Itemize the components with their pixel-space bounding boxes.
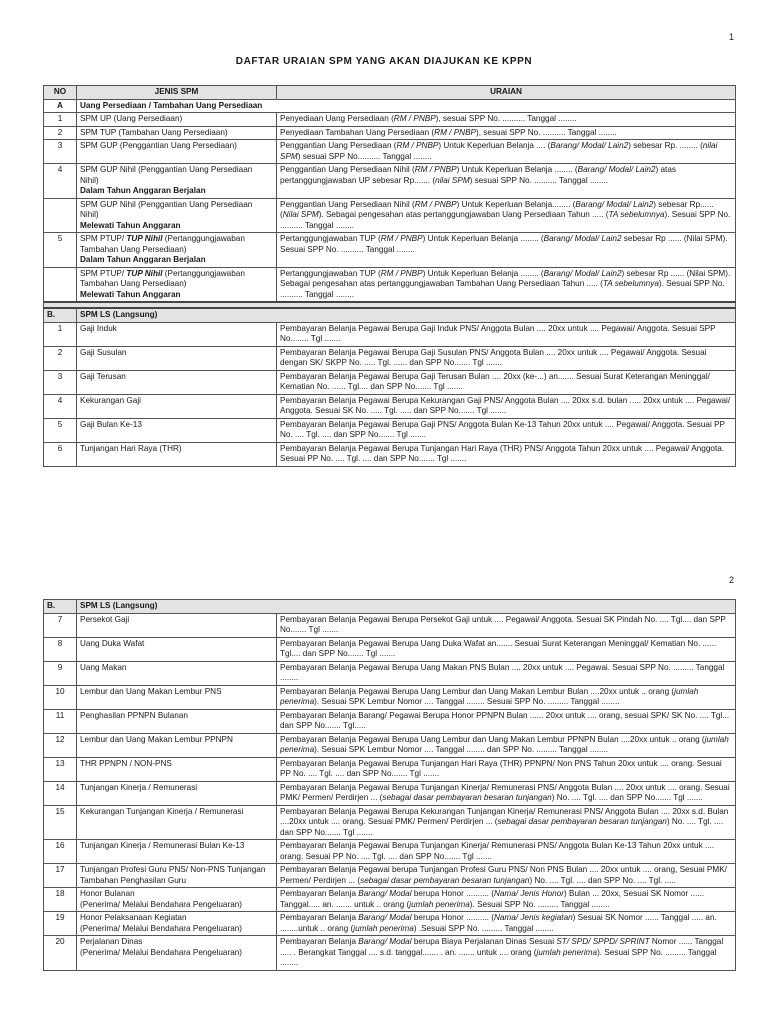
text-run: RM / PNBP: [396, 141, 439, 150]
row-uraian: [277, 840, 736, 864]
text-run: jumlah penerima: [280, 734, 729, 754]
table-row: [44, 757, 736, 781]
text-run: Barang/ Modal/ Lain2: [575, 199, 654, 209]
row-jenis-spm: [77, 370, 277, 394]
text-run: Pembayaran Belanja Pegawai Berupa Persekot Gaji untuk .... Pegawai/ Anggota. Sesuai SK Pindah No. .... Tgl.... dan SPP No....... Tgl .......: [280, 614, 726, 634]
section-row: [44, 600, 736, 614]
row-jenis-spm: [77, 661, 277, 685]
text-run: RM / PNBP: [414, 165, 457, 174]
row-uraian: [277, 733, 736, 757]
row-jenis-spm: [77, 126, 277, 140]
text-run: Pembayaran Belanja Pegawai Berupa Kekurangan Tunjangan Kinerja/ Remunerasi PNS/ Anggota Bulan .... 20xx s.d. Bulan ....20xx untuk .... orang. Sesuai PMK/ Permen/ Perdirjen ... (: [280, 806, 729, 826]
jenis-label: Perjalanan Dinas: [80, 937, 143, 946]
text-run: TA sebelumnya: [602, 279, 659, 288]
row-no: 19: [44, 912, 77, 936]
text-run: sebagai dasar pembayaran besaran tunjangan: [360, 875, 530, 885]
text-run: Pembayaran Belanja Pegawai Berupa Tunjangan Hari Raya (THR) PNS/ Anggota Tahun 20xx untuk .... Pegawai/ Anggota. Sesuai PP No. .... Tgl. .... dan SPP No....... Tgl .......: [280, 443, 725, 463]
text-run: SPM PTUP/: [80, 234, 127, 243]
table-row: [44, 164, 736, 199]
row-no: 17: [44, 864, 77, 888]
row-jenis-spm: [77, 140, 277, 164]
row-jenis-spm: [77, 936, 277, 971]
row-no: 3: [44, 140, 77, 164]
table-row: [44, 346, 736, 370]
row-jenis-spm: [77, 757, 277, 781]
text-run: Penyediaan Tambahan Uang Persediaan (: [280, 127, 435, 137]
jenis-label: SPM GUP Nihil (Penggantian Uang Persediaan Nihil): [80, 199, 253, 219]
text-run: TA sebelumnya: [608, 210, 665, 219]
text-run: Pembayaran Belanja: [280, 889, 359, 898]
row-no: 14: [44, 781, 77, 805]
row-jenis-spm: [77, 442, 277, 466]
text-run: ) sebesar Rp...... (: [280, 199, 714, 219]
table-row: [44, 198, 736, 233]
text-run: Pembayaran Belanja Pegawai Berupa Uang Lembur dan Uang Makan Lembur Bulan ....20xx untuk .. orang (: [280, 686, 675, 696]
text-run: Pembayaran Belanja Pegawai Berupa Gaji Susulan PNS/ Anggota Bulan .... 20xx untuk .... Pegawai/ Anggota. Sesuai dengan SK/ SKPP No. ..... Tgl. ...... dan SPP No....... Tgl .......: [280, 347, 707, 367]
row-jenis-spm: [77, 394, 277, 418]
row-no: 5: [44, 233, 77, 268]
text-run: ). Sesuai SPK Lembur Nomor .... Tanggal ........ Sesuai SPP No. ......... Tanggal ........: [314, 697, 620, 706]
table-row: [44, 370, 736, 394]
table-row: [44, 233, 736, 268]
page-number-2: 2: [729, 575, 735, 585]
text-run: Pembayaran Belanja Pegawai Berupa Uang Makan PNS Bulan .... 20xx untuk .... Pegawai. Sesuai SPP No. ......... Tanggal ........: [280, 662, 725, 682]
spm-table-page-2: [43, 599, 736, 971]
row-uraian: [277, 685, 736, 709]
text-run: RM / PNBP: [414, 199, 457, 209]
section-no: A: [44, 99, 77, 113]
table-row: [44, 267, 736, 302]
row-jenis-spm: [77, 346, 277, 370]
row-uraian: [277, 370, 736, 394]
row-no: 1: [44, 322, 77, 346]
jenis-label: Gaji Induk: [80, 323, 117, 333]
text-run: sebagai dasar pembayaran besaran tunjangan: [497, 817, 667, 826]
row-jenis-spm: [77, 613, 277, 637]
table-row: [44, 637, 736, 661]
text-run: ) .Sesuai SPP No. ......... Tanggal ........: [413, 923, 554, 933]
row-jenis-spm: [77, 113, 277, 127]
section-no: B.: [44, 308, 77, 322]
jenis-label: SPM GUP (Penggantian Uang Persediaan): [80, 141, 237, 150]
row-uraian: [277, 164, 736, 199]
row-uraian: [277, 888, 736, 912]
text-run: SPM PTUP/: [80, 268, 127, 278]
text-run: Barang/ Modal/ Lain2: [543, 234, 622, 243]
jenis-label: SPM GUP Nihil (Penggantian Uang Persediaan Nihil): [80, 165, 253, 185]
table-row: [44, 781, 736, 805]
text-run: Penggantian Uang Persediaan Nihil (: [280, 199, 415, 209]
row-uraian: [277, 394, 736, 418]
text-run: ). Sesuai SPK Lembur Nomor .... Tanggal ........ dan SPP No. ......... Tanggal ........: [314, 745, 609, 754]
text-run: Pembayaran Belanja Pegawai Berupa Tunjangan Hari Raya (THR) PPNPN/ Non PNS Tahun 20xx untuk .... orang. Sesuai PP No. .... Tgl. .... dan SPP No....... Tgl .......: [280, 758, 722, 778]
row-uraian: [277, 418, 736, 442]
row-jenis-spm: [77, 805, 277, 840]
table-row: [44, 418, 736, 442]
text-run: Pembayaran Belanja Pegawai Berupa Gaji PNS/ Anggota Bulan Ke-13 Tahun 20xx untuk .... Pegawai/ Anggota. Sesuai PP No. .... Tgl. .... dan SPP No....... Tgl .......: [280, 419, 725, 439]
table-row: [44, 709, 736, 733]
jenis-label: Tunjangan Kinerja / Remunerasi Bulan Ke-13: [80, 841, 245, 850]
row-no: 10: [44, 685, 77, 709]
table-row: [44, 864, 736, 888]
row-uraian: [277, 781, 736, 805]
row-uraian: [277, 805, 736, 840]
jenis-label: Tunjangan Kinerja / Remunerasi: [80, 782, 198, 792]
section-row: [44, 99, 736, 113]
row-no: 7: [44, 613, 77, 637]
row-jenis-spm: [77, 322, 277, 346]
text-run: (Pertanggungjawaban Tambahan Uang Persediaan): [80, 234, 245, 254]
jenis-label: Gaji Terusan: [80, 371, 126, 381]
jenis-note: Melewati Tahun Anggaran: [80, 289, 181, 299]
text-run: ) Untuk Keperluan Belanja ........ (: [422, 268, 544, 278]
table-row: [44, 394, 736, 418]
row-uraian: [277, 709, 736, 733]
row-uraian: [277, 442, 736, 466]
row-uraian: [277, 322, 736, 346]
row-uraian: [277, 346, 736, 370]
text-run: jumlah penerima: [353, 923, 414, 933]
text-run: RM / PNBP: [434, 127, 477, 137]
text-run: Pembayaran Belanja Pegawai Berupa Tunjangan Kinerja/ Remunerasi PNS/ Anggota Bulan .... 20xx untuk .... orang. Sesuai PMK/ Permen/ Perdirjen ... (: [280, 782, 730, 802]
table-row: [44, 685, 736, 709]
table-row: [44, 322, 736, 346]
table-row: [44, 840, 736, 864]
table-row: [44, 912, 736, 936]
row-uraian: [277, 757, 736, 781]
text-run: Nomor ...... Tanggal ..... . Berangkat Tanggal .... s.d. tanggal....... . an. ....... untuk .... orang (: [280, 937, 724, 957]
text-run: ) sebesar Rp. ........ (: [628, 141, 703, 150]
document-title: DAFTAR URAIAN SPM YANG AKAN DIAJUKAN KE KPPN: [235, 56, 533, 67]
row-no: 4: [44, 394, 77, 418]
table-row: [44, 936, 736, 971]
row-no: 18: [44, 888, 77, 912]
text-run: ) sesuai SPP No.......... Tanggal ........: [297, 151, 432, 161]
row-no: 9: [44, 661, 77, 685]
row-jenis-spm: [77, 164, 277, 199]
text-run: ) atas pertanggungjawaban UP sebesar Rp....... (: [280, 165, 676, 185]
row-jenis-spm: [77, 840, 277, 864]
text-run: Nama/ Jenis kegiatan: [493, 913, 573, 922]
text-run: Barang/ Modal: [358, 889, 412, 898]
row-uraian: [277, 936, 736, 971]
text-run: Pembayaran Belanja Barang/ Pegawai Berupa Honor PPNPN Bulan ...... 20xx untuk .... orang, sesuai SPK/ SK No. .... Tgl... dan SPP No....... Tgl.....: [280, 710, 730, 730]
header-jenis-spm: JENIS SPM: [77, 86, 277, 100]
text-run: berupa Biaya Perjalanan Dinas Sesuai: [411, 937, 557, 946]
row-no: 8: [44, 637, 77, 661]
text-run: ). Sebagai pengesahan atas pertanggungjawaban Uang Persediaan Tahun ..... (: [318, 210, 609, 219]
row-no: [44, 198, 77, 233]
text-run: ) No. .... Tgl. .... dan SPP No....... Tgl .......: [280, 817, 724, 837]
text-run: sebesar Rp ...... (Nilai SPM). Sesuai SPP No. .......... Tanggal ........: [280, 234, 728, 254]
row-jenis-spm: [77, 733, 277, 757]
table-row: [44, 805, 736, 840]
table-row: [44, 126, 736, 140]
text-run: ) Untuk Keperluan Belanja .... (: [438, 141, 551, 150]
text-run: ). Sesuai SPP No. .......... Tanggal ........: [280, 210, 731, 230]
text-run: berupa Honor .......... (: [411, 913, 494, 922]
text-run: Penyediaan Uang Persediaan (: [280, 114, 394, 123]
row-no: 16: [44, 840, 77, 864]
text-run: sebagai dasar pembayaran besaran tunjangan: [382, 793, 552, 802]
row-uraian: [277, 661, 736, 685]
row-no: 2: [44, 346, 77, 370]
jenis-sub-label: (Penerima/ Melalui Bendahara Pengeluaran): [80, 899, 243, 909]
row-uraian: [277, 267, 736, 302]
text-run: jumlah penerima: [409, 899, 470, 909]
jenis-label: Uang Makan: [80, 662, 127, 672]
text-run: RM / PNBP: [380, 234, 423, 243]
text-run: jumlah penerima: [536, 947, 598, 957]
row-uraian: [277, 140, 736, 164]
jenis-label: Honor Bulanan: [80, 889, 135, 898]
jenis-sub-label: (Penerima/ Melalui Bendahara Pengeluaran): [80, 923, 243, 933]
text-run: Penggantian Uang Persediaan Nihil (: [280, 165, 415, 174]
row-uraian: [277, 864, 736, 888]
text-run: ). Sesuai SPP No. ......... Tanggal ........: [280, 947, 717, 967]
text-run: Pembayaran Belanja Pegawai Berupa Kekurangan Gaji PNS/ Anggota Bulan .... 20xx s.d. bulan ..... 20xx untuk .... Pegawai/ Anggota. Sesuai SK No. ..... Tgl. ..... dan SPP No....... Tgl .......: [280, 395, 731, 415]
text-run: Penggantian Uang Persediaan (: [280, 141, 397, 150]
text-run: berupa Honor .......... (: [411, 889, 494, 898]
section-title: SPM LS (Langsung): [77, 600, 736, 614]
row-no: 15: [44, 805, 77, 840]
text-run: Barang/ Modal: [358, 937, 412, 946]
row-uraian: [277, 613, 736, 637]
row-no: 6: [44, 442, 77, 466]
jenis-label: Penghasilan PPNPN Bulanan: [80, 710, 188, 720]
row-no: [44, 267, 77, 302]
jenis-label: Kekurangan Tunjangan Kinerja / Remunerasi: [80, 806, 244, 816]
header-no: NO: [44, 86, 77, 100]
row-jenis-spm: [77, 888, 277, 912]
text-run: ) sesuai SPP No. .......... Tanggal ........: [469, 175, 609, 185]
row-no: 12: [44, 733, 77, 757]
text-run: TUP Nihil: [126, 234, 163, 243]
jenis-label: Uang Duka Wafat: [80, 638, 145, 648]
spm-table-page-1: [43, 85, 736, 467]
text-run: jumlah penerima: [280, 686, 699, 706]
text-run: ) sebesar Rp ...... (Nilai SPM). Sebagai pengesahan atas pertanggungjawaban Tambahan Uang Persediaan Tahun ..... (: [280, 268, 731, 288]
table-row: [44, 733, 736, 757]
jenis-sub-label: (Penerima/ Melalui Bendahara Pengeluaran): [80, 947, 243, 957]
jenis-label: Kekurangan Gaji: [80, 395, 141, 405]
row-uraian: [277, 113, 736, 127]
text-run: RM / PNBP: [393, 114, 436, 123]
text-run: Pembayaran Belanja: [280, 937, 359, 946]
text-run: (Pertanggungjawaban Tambahan Uang Persediaan): [80, 268, 245, 288]
jenis-note: Dalam Tahun Anggaran Berjalan: [80, 255, 206, 264]
row-jenis-spm: [77, 709, 277, 733]
text-run: Barang/ Modal: [358, 913, 412, 922]
text-run: ) Untuk Keperluan Belanja ........ (: [422, 234, 544, 243]
text-run: ST/ SPD/ SPPD/ SPRINT: [556, 937, 650, 946]
text-run: ) Untuk Keperluan Belanja........ (: [456, 199, 576, 209]
row-jenis-spm: [77, 418, 277, 442]
row-jenis-spm: [77, 233, 277, 268]
row-no: 20: [44, 936, 77, 971]
text-run: nilai SPM: [435, 175, 470, 185]
row-uraian: [277, 198, 736, 233]
table-row: [44, 442, 736, 466]
text-run: Pembayaran Belanja Pegawai Berupa Uang Duka Wafat an....... Sesuai Surat Keterangan Meninggal/ Kematian No. ...... Tgl.... dan SPP No....... Tgl .......: [280, 638, 717, 658]
text-run: TUP Nihil: [126, 268, 163, 278]
row-uraian: [277, 637, 736, 661]
jenis-label: Lembur dan Uang Makan Lembur PNS: [80, 686, 222, 696]
text-run: ) No. .... Tgl. .... dan SPP No. .... Tgl. .....: [529, 875, 676, 885]
table-row: [44, 888, 736, 912]
row-no: 2: [44, 126, 77, 140]
jenis-note: Melewati Tahun Anggaran: [80, 220, 181, 230]
row-jenis-spm: [77, 864, 277, 888]
text-run: Pembayaran Belanja Pegawai Berupa Tunjangan Kinerja/ Remunerasi PNS/ Anggota Bulan Ke-13 Tahun 20xx untuk .... orang. Sesuai PP No. .... Tgl. .... dan SPP No....... Tgl .......: [280, 841, 715, 861]
text-run: Barang/ Modal/ Lain2: [543, 268, 622, 278]
row-jenis-spm: [77, 198, 277, 233]
jenis-note: Dalam Tahun Anggaran Berjalan: [80, 186, 206, 195]
row-jenis-spm: [77, 637, 277, 661]
text-run: nilai SPM: [280, 141, 718, 161]
row-jenis-spm: [77, 267, 277, 302]
text-run: ). Sesuai SPP No. .......... Tanggal ........: [280, 279, 725, 299]
text-run: Pembayaran Belanja Pegawai Berupa Gaji Induk PNS/ Anggota Bulan .... 20xx untuk .... Pegawai/ Anggota. Sesuai SPP No........ Tgl .......: [280, 323, 716, 343]
jenis-label: Honor Pelaksanaan Kegiatan: [80, 913, 187, 922]
text-run: Pembayaran Belanja Pegawai Berupa Gaji Terusan Bulan .... 20xx (ke-...) an....... Sesuai Surat Keterangan Meninggal/ Kematian No. ...... Tgl.... dan SPP No....... Tgl .......: [280, 371, 710, 391]
section-row: [44, 308, 736, 322]
section-no: B.: [44, 600, 77, 614]
table-row: [44, 140, 736, 164]
row-uraian: [277, 126, 736, 140]
row-no: 3: [44, 370, 77, 394]
text-run: ), sesuai SPP No. .......... Tanggal ........: [435, 114, 577, 123]
text-run: Barang/ Modal/ Lain2: [577, 165, 656, 174]
jenis-label: SPM UP (Uang Persediaan): [80, 114, 183, 123]
text-run: Pembayaran Belanja: [280, 913, 359, 922]
table-header-row: [44, 86, 736, 100]
jenis-label: Tunjangan Hari Raya (THR): [80, 443, 182, 453]
section-title: Uang Persediaan / Tambahan Uang Persediaan: [77, 99, 736, 113]
page-number-1: 1: [729, 32, 735, 42]
row-jenis-spm: [77, 685, 277, 709]
jenis-label: Persekot Gaji: [80, 614, 130, 624]
text-run: Nama/ Jenis Honor: [493, 889, 565, 898]
jenis-label: Gaji Susulan: [80, 347, 127, 357]
table-row: [44, 113, 736, 127]
jenis-label: THR PPNPN / NON-PNS: [80, 758, 172, 768]
text-run: ) Bulan ... 20xx, Sesuai SK Nomor ...... Tanggal..... an. ....... untuk .. orang (: [280, 889, 705, 909]
text-run: Barang/ Modal/ Lain2: [550, 141, 629, 150]
text-run: Nilai SPM: [282, 210, 319, 219]
text-run: ). Sesuai SPP No. ......... Tanggal ........: [469, 899, 610, 909]
text-run: RM / PNBP: [380, 268, 423, 278]
header-uraian: URAIAN: [277, 86, 736, 100]
text-run: ) Untuk Keperluan Belanja ........ (: [456, 165, 578, 174]
jenis-label: Lembur dan Uang Makan Lembur PPNPN: [80, 734, 233, 744]
text-run: Pembayaran Belanja Pegawai berupa Tunjangan Profesi Guru PNS/ Non PNS Bulan .... 20xx untuk .... orang, Sesuai PMK/ Permen/ Perdirjen ... (: [280, 865, 727, 885]
jenis-label: Gaji Bulan Ke-13: [80, 419, 142, 429]
row-no: 1: [44, 113, 77, 127]
row-uraian: [277, 233, 736, 268]
row-no: 4: [44, 164, 77, 199]
jenis-label: Tunjangan Profesi Guru PNS/ Non-PNS Tunjangan Tambahan Penghasilan Guru: [80, 865, 266, 885]
row-jenis-spm: [77, 781, 277, 805]
row-uraian: [277, 912, 736, 936]
text-run: ) No. .... Tgl. .... dan SPP No....... Tgl .......: [551, 793, 703, 802]
text-run: Pertanggungjawaban TUP (: [280, 234, 381, 243]
row-no: 5: [44, 418, 77, 442]
text-run: ) Sesuai SK Nomor ...... Tanggal ..... an. ........untuk .. orang (: [280, 913, 717, 933]
table-row: [44, 661, 736, 685]
row-no: 11: [44, 709, 77, 733]
row-no: 13: [44, 757, 77, 781]
text-run: Pembayaran Belanja Pegawai Berupa Uang Lembur dan Uang Makan Lembur PPNPN Bulan ....20xx untuk .. orang (: [280, 734, 705, 744]
row-jenis-spm: [77, 912, 277, 936]
jenis-label: SPM TUP (Tambahan Uang Persediaan): [80, 127, 228, 137]
table-row: [44, 613, 736, 637]
text-run: ), sesuai SPP No. .......... Tanggal ........: [476, 127, 617, 137]
text-run: Pertanggungjawaban TUP (: [280, 268, 381, 278]
section-title: SPM LS (Langsung): [77, 308, 736, 322]
